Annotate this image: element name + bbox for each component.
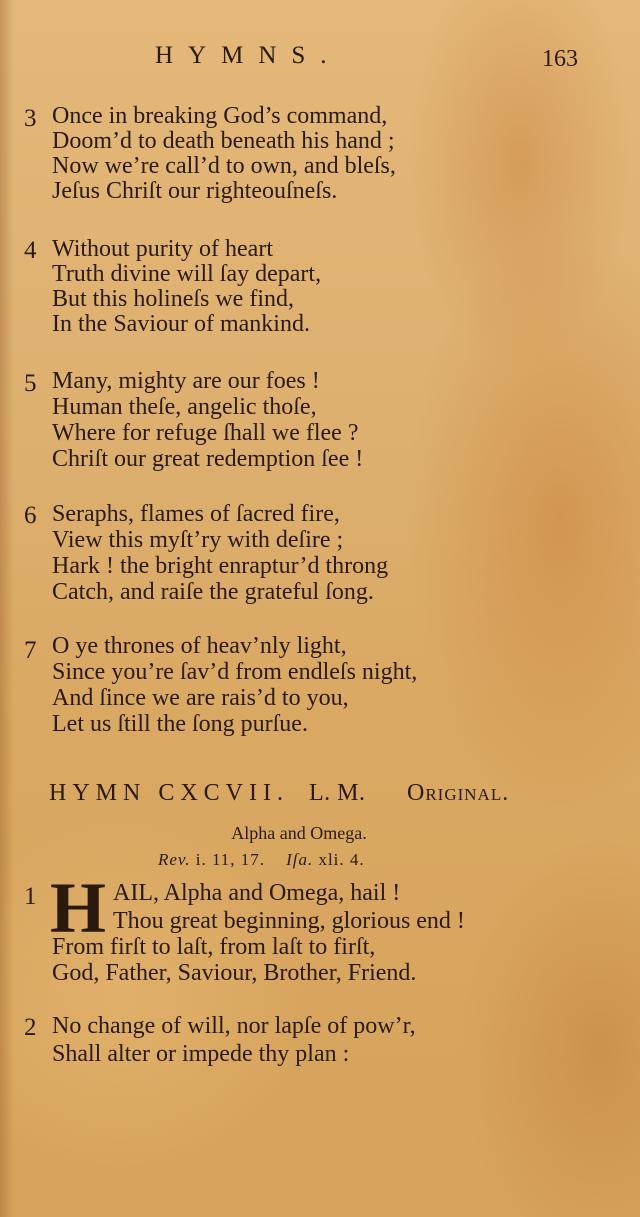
verse-line: View this myſt’ry with deſire ; (52, 527, 344, 553)
verse-line: Without purity of heart (52, 236, 273, 262)
verse-line: Truth divine will ſay depart, (52, 261, 322, 287)
verse-line: Catch, and raiſe the grateful ſong. (52, 579, 374, 605)
stanza-number: 7 (24, 637, 37, 664)
stanza-number: 6 (24, 502, 37, 529)
verse-line: Hark ! the bright enraptur’d throng (52, 553, 389, 579)
verse-line: O ye thrones of heav’nly light, (52, 633, 347, 659)
ref-book-rev: Rev. (158, 850, 191, 869)
hymn-heading (49, 780, 510, 807)
verse-line: In the Saviour of mankind. (52, 311, 310, 337)
hymn-meter: L. M. (309, 780, 366, 806)
stanza-number: 3 (24, 105, 37, 132)
drop-cap: H (50, 868, 107, 948)
verse-line: Let us ſtill the ſong purſue. (52, 711, 308, 737)
verse-line: Where for refuge ſhall we flee ? (52, 420, 359, 446)
stanza-number: 2 (24, 1014, 37, 1041)
verse-line: Doom’d to death beneath his hand ; (52, 128, 395, 154)
verse-line: AIL, Alpha and Omega, hail ! (113, 880, 401, 906)
verse-line: But this holineſs we find, (52, 286, 294, 312)
stanza-number: 5 (24, 370, 37, 397)
verse-line: God, Father, Saviour, Brother, Friend. (52, 960, 417, 986)
verse-line: Since you’re ſav’d from endleſs night, (52, 659, 418, 685)
page-number: 163 (542, 46, 578, 72)
page-binding-shadow (0, 0, 14, 1217)
verse-line: Chriſt our great redemption ſee ! (52, 446, 364, 472)
verse-line: Shall alter or impede thy plan : (52, 1041, 350, 1067)
stanza-number: 1 (24, 883, 37, 910)
page-header (0, 40, 640, 80)
scripture-reference (158, 850, 365, 870)
verse-line: Thou great beginning, glorious end ! (113, 908, 465, 934)
verse-line: Many, mighty are our foes ! (52, 368, 320, 394)
ref-verses-isa: xli. 4. (318, 850, 365, 869)
verse-line: Seraphs, flames of ſacred fire, (52, 501, 340, 527)
stanza-number: 4 (24, 237, 37, 264)
verse-line: Now we’re call’d to own, and bleſs, (52, 153, 396, 179)
hymn-title: Alpha and Omega. (231, 823, 367, 843)
verse-line: No change of will, nor lapſe of pow’r, (52, 1013, 416, 1039)
verse-line: And ſince we are rais’d to you, (52, 685, 349, 711)
ref-book-isa: Iſa. (286, 850, 314, 869)
ref-verses-rev: i. 11, 17. (195, 850, 266, 869)
verse-line: Jeſus Chriſt our righteouſneſs. (52, 178, 338, 204)
hymn-original-label: Original. (407, 780, 510, 806)
running-head: HYMNS. (155, 42, 342, 69)
verse-line: Human theſe, angelic thoſe, (52, 394, 317, 420)
verse-line: From firſt to laſt, from laſt to firſt, (52, 934, 376, 960)
verse-line: Once in breaking God’s command, (52, 103, 388, 129)
hymn-number: HYMN CXCVII. (49, 780, 289, 806)
